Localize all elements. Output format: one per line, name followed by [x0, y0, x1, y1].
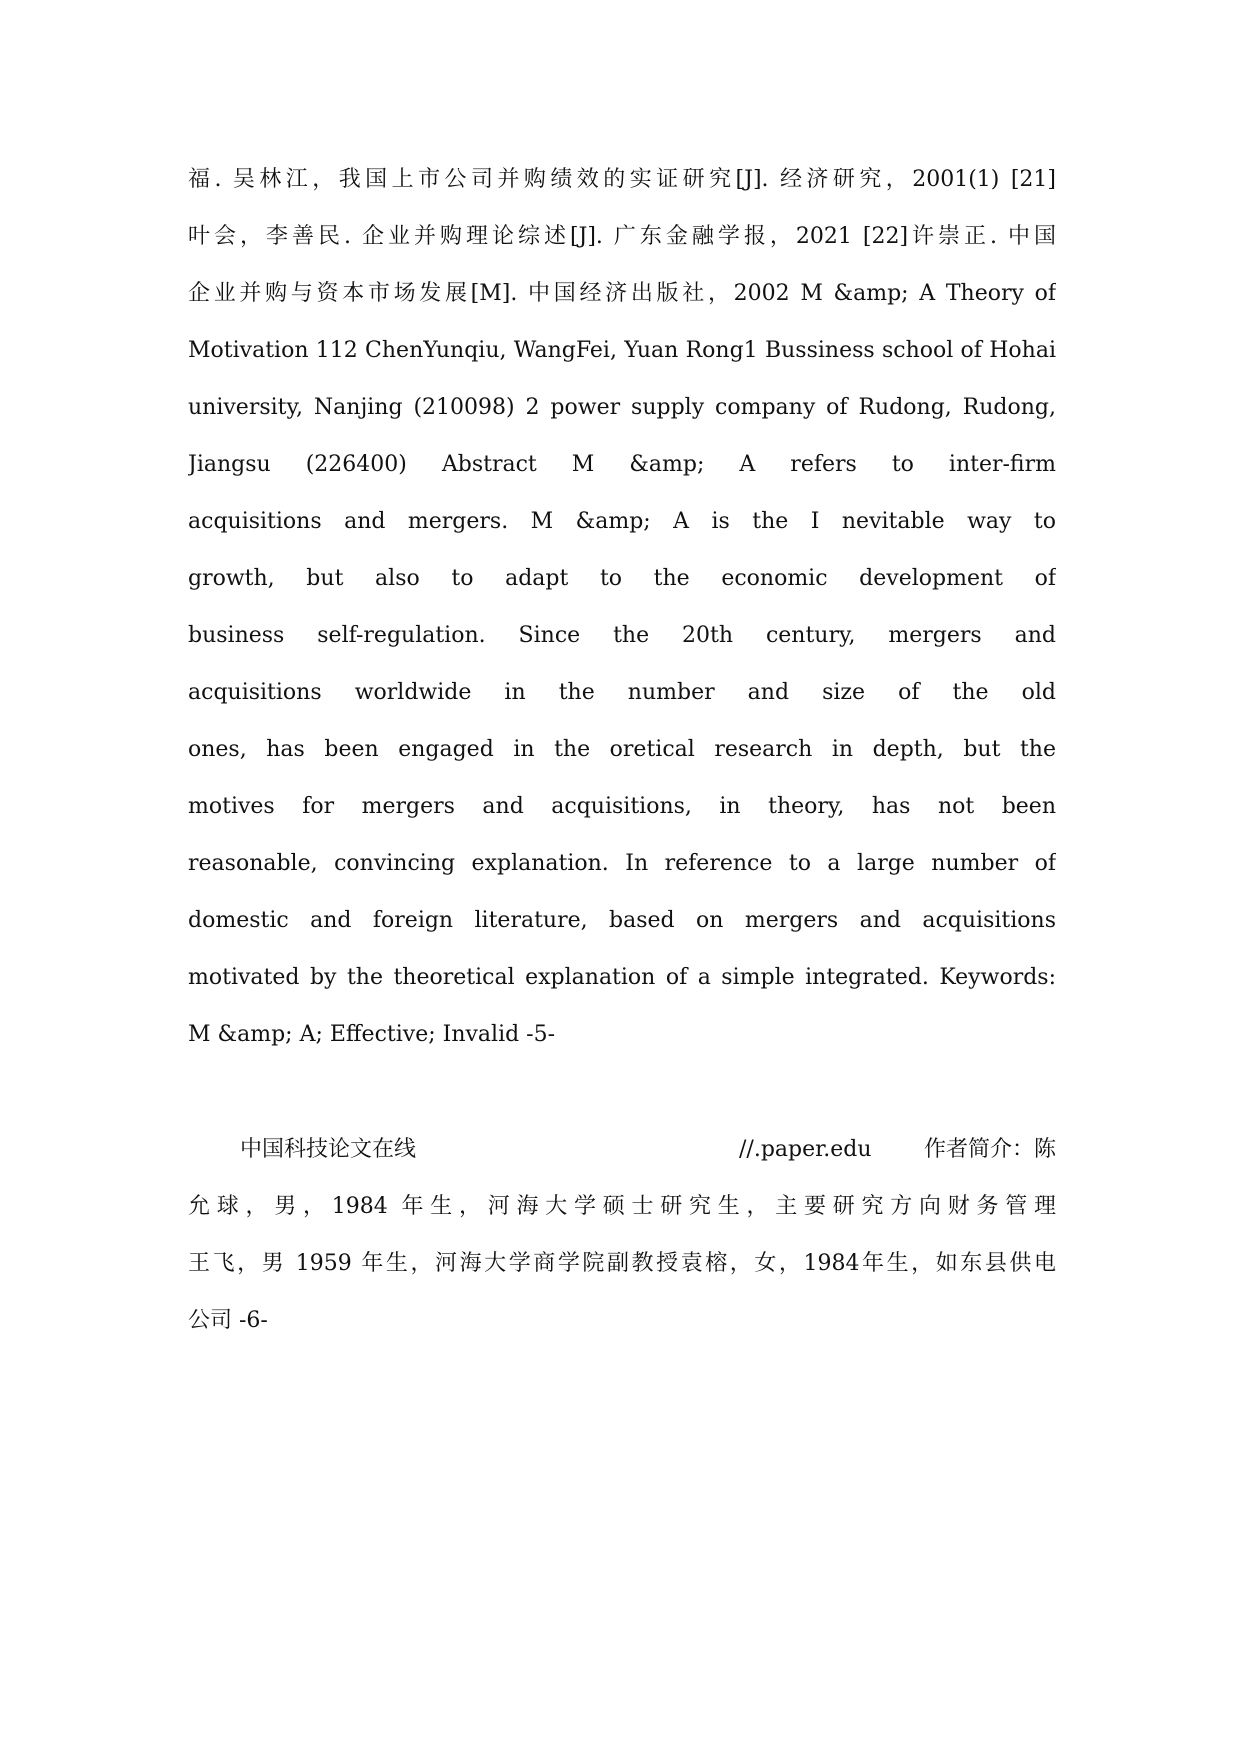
text-line: Motivation 112 ChenYunqiu, WangFei, Yuan Rong1 Bussiness school of Hohai	[188, 338, 1056, 363]
text-line: 福. 吴林江，我国上市公司并购绩效的实证研究[J]. 经济研究，2001(1) [21]	[188, 167, 1056, 192]
text-line: university, Nanjing (210098) 2 power supply company of Rudong, Rudong,	[188, 395, 1056, 420]
text-line: acquisitions worldwide in the number and size of the old	[188, 680, 1056, 705]
author-section	[188, 1121, 1056, 1349]
body-text	[188, 151, 1056, 1063]
text-line: acquisitions and mergers. M &amp; A is the I nevitable way to	[188, 509, 1056, 534]
text-line: business self-regulation. Since the 20th century, mergers and	[188, 623, 1056, 648]
text-line: Jiangsu (226400) Abstract M &amp; A refers to inter-firm	[188, 452, 1056, 477]
text-line: ones, has been engaged in the oretical research in depth, but the	[188, 737, 1056, 762]
text-line: 允球，男，1984 年生，河海大学硕士研究生，主要研究方向财务管理	[188, 1194, 1056, 1219]
author-header-line	[188, 1121, 1056, 1178]
text-line: 企业并购与资本市场发展[M]. 中国经济出版社，2002 M &amp; A Theory of	[188, 281, 1056, 306]
text-line: domestic and foreign literature, based on mergers and acquisitions	[188, 908, 1056, 933]
author-intro-label: 作者简介：陈	[923, 1137, 1056, 1162]
site-name: 中国科技论文在线	[240, 1137, 417, 1162]
text-line: M &amp; A; Effective; Invalid -5-	[188, 1022, 556, 1047]
text-line: 王飞，男 1959 年生，河海大学商学院副教授袁榕，女，1984年生，如东县供电	[188, 1251, 1056, 1276]
text-line: reasonable, convincing explanation. In reference to a large number of	[188, 851, 1056, 876]
text-line: motives for mergers and acquisitions, in theory, has not been	[188, 794, 1056, 819]
text-line: growth, but also to adapt to the economic development of	[188, 566, 1056, 591]
text-line: 公司 -6-	[188, 1308, 268, 1333]
site-url: //.paper.edu	[739, 1137, 872, 1162]
text-line: 叶会，李善民. 企业并购理论综述[J]. 广东金融学报，2021 [22]许崇正. 中国	[188, 224, 1056, 249]
text-line: motivated by the theoretical explanation of a simple integrated. Keywords:	[188, 965, 1056, 990]
